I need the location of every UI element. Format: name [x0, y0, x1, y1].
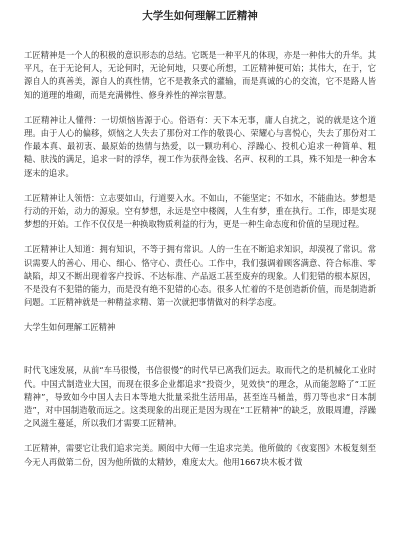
paragraph-perfection: 工匠精神，需要它让我们追求完美。顾闳中大师一生追求完美。他所做的《夜宴图》木板复刻至今无人再做第二份，因为他所做的太精妙，难度太大。他用1667块木板才做: [24, 443, 376, 467]
paragraph-ambition: 工匠精神让人领悟：立志要如山，行道要入水。不如山，不能坚定；不如水，不能曲达。梦想是行动的开始，动力的源泉。空有梦想，永远是空中楼阁，人生有梦，重在执行。工作，即是实现梦想的开始。工作不仅仅是一种换取物质利益的行为，更是一种生命态度和价值的呈现过程。: [24, 192, 376, 230]
section-subheading: 大学生如何理解工匠精神: [24, 322, 116, 333]
paragraph-definition: 工匠精神是一个人的积极的意识形态的总结。它既是一种平凡的体现，亦是一种伟大的升华。其平凡，在于无论何人，无论何时，无论何地，只要心所想，工匠精神便可始；其伟大，在于，它源自人的真善美，源自人的真性情，它不是教条式的灌输，而是真诚的心的交流，它不是路人皆知的道理的堆砌，而是充满佛性、修身养性的禅宗智慧。: [24, 50, 376, 100]
paragraph-era: 时代飞速发展，从前“车马很慢，书信很慢”的时代早已离我们远去。取而代之的是机械化工业时代。中国式制造业大国，而现在很多企业都追求“投资少，见效快”的理念，从而能忽略了“工匠精神”，导致如今中国人去日本等地大批量采批生活用品，甚至连马桶盖，剪刀等也求“日本制造”，对中国制造敬而远之。这类现象的出现正是因为现在“工匠精神”的缺乏，放眼周遭，浮躁之风滋生蔓延，所以我们才需要工匠精神。: [24, 365, 376, 429]
paragraph-worry: 工匠精神让人懂得：一切烦恼皆源于心。俗语有：天下本无事，庸人自扰之，说的就是这个道理。由于人心的偏移，烦恼之人失去了那份对工作的敬畏心、荣耀心与喜悦心，失去了那份对工作最本真、最初衷、最原始的热情与热爱，以一颗功利心、浮躁心、投机心追求一种简单、粗糙、肤浅的满足，追求一时的浮华，视工作为获得金钱、名声、权利的工具，殊不知是一种舍本逐末的追求。: [24, 114, 376, 178]
document-title: 大学生如何理解工匠精神: [142, 10, 258, 22]
paragraph-knowledge: 工匠精神让人知道：拥有知识，不等于拥有常识。人的一生在不断追求知识，却漠视了常识。常识需要人的善心、用心、细心、恪守心、责任心。工作中，我们强调着顾客满意、符合标准、零缺陷，却又不断出现着客户投诉、不达标准、产品返工甚至废弃的现象。人们犯错的根本原因，不是没有不犯错的能力，而是没有绝不犯错的心态。很多人忙着的不是创造新价值，而是制造新问题。工匠精神就是一种精益求精、第一次就把事情做对的科学态度。: [24, 244, 376, 308]
